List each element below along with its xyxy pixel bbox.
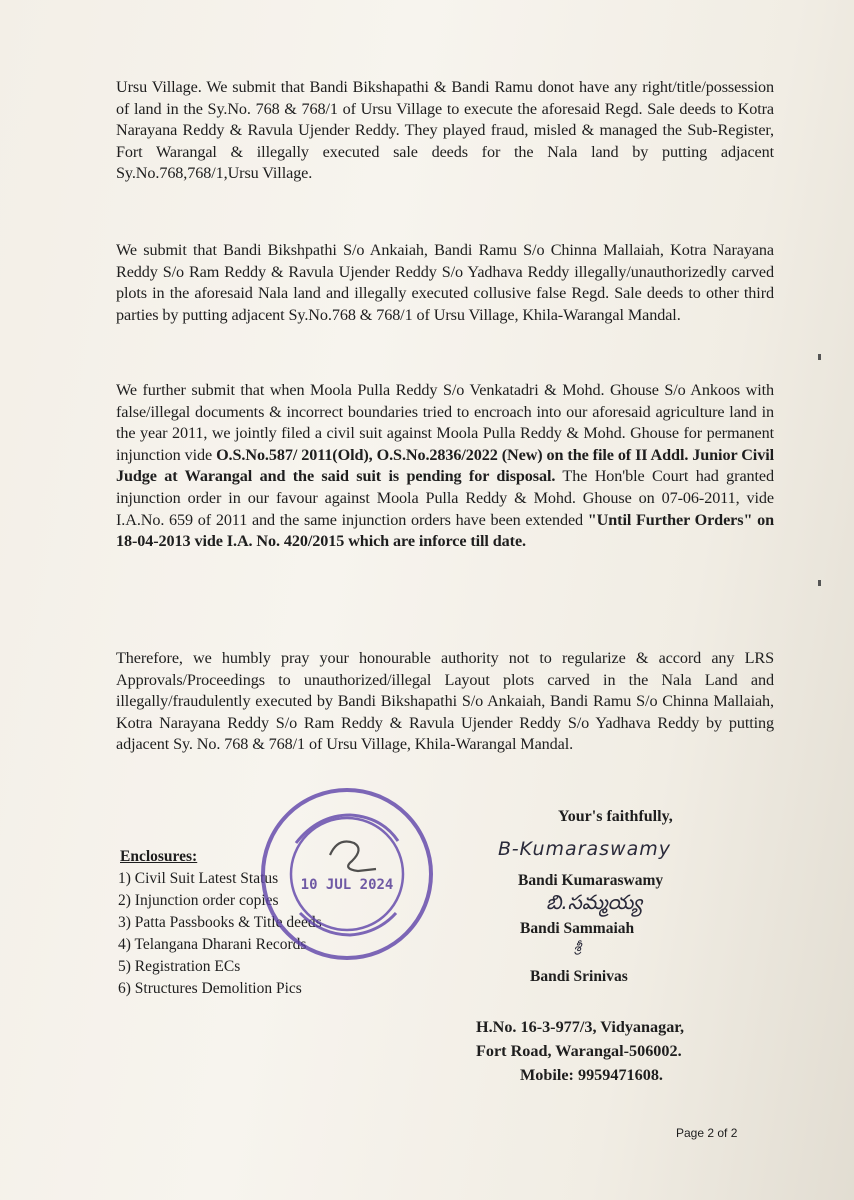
case-reference: O.S.No.587/ 2011(Old), O.S.No.2836/2022 (New) on the file of II Addl. Junior Civil Judge at Warangal and the said suit is pending for disposal. <box>116 445 774 486</box>
margin-mark <box>818 354 821 360</box>
enclosure-item: 4) Telangana Dharani Records <box>118 936 307 953</box>
enclosure-item: 1) Civil Suit Latest Status <box>118 870 279 887</box>
enclosure-item: 5) Registration ECs <box>118 958 241 975</box>
address-line-2: Fort Road, Warangal-506002. <box>476 1042 682 1060</box>
paragraph-2: We submit that Bandi Bikshpathi S/o Ankaiah, Bandi Ramu S/o Chinna Mallaiah, Kotra Narayana Reddy S/o Ram Reddy & Ravula Ujender Reddy S/o Yadhava Reddy illegally/unauthorizedly carved plots in the aforesaid Nala land and illegally executed collusive false Regd. Sale deeds to other third parties by putting adjacent Sy.No.768 & 768/1 of Ursu Village, Khila-Warangal Mandal. <box>116 241 774 324</box>
address-line-1: H.No. 16-3-977/3, Vidyanagar, <box>476 1018 685 1036</box>
signature-kumaraswamy: B-Kumaraswamy <box>498 838 671 860</box>
enclosures-heading: Enclosures: <box>120 848 198 865</box>
enclosure-item: 6) Structures Demolition Pics <box>118 980 302 997</box>
paragraph-3-part-a: We further submit that when Moola Pulla Reddy S/o Venkatadri & Mohd. Ghouse S/o Ankoos with false/illegal documents & incorrect boundaries tried to encroach into our aforesaid agriculture land in the year 2011, we jointly filed a civil suit against Moola Pulla Reddy & Mohd. Ghouse for permanent injunction vide <box>116 381 774 464</box>
signature-srinivas: శ్రీ <box>574 940 582 955</box>
paragraph-3-part-c: The Hon'ble Court had granted injunction order in our favour against Moola Pulla Reddy & Mohd. Ghouse on 07-06-2011, vide I.A.No. 659 of 2011 and the same injunction orders have been extended <box>116 467 774 529</box>
office-stamp-seal <box>258 785 436 963</box>
margin-mark <box>818 580 821 586</box>
paragraph-1: Ursu Village. We submit that Bandi Bikshapathi & Bandi Ramu donot have any right/title/possession of land in the Sy.No. 768 & 768/1 of Ursu Village to execute the aforesaid Regd. Sale deeds to Kotra Narayana Reddy & Ravula Ujender Reddy. They played fraud, misled & managed the Sub-Register, Fort Warangal & illegally executed sale deeds for the Nala land by putting adjacent Sy.No.768,768/1,Ursu Village. <box>116 78 774 183</box>
signer-name-3: Bandi Srinivas <box>530 968 628 985</box>
enclosure-item: 2) Injunction order copies <box>118 892 279 909</box>
page-number: Page 2 of 2 <box>676 1126 738 1140</box>
signer-name-2: Bandi Sammaiah <box>520 920 635 937</box>
mobile-number: Mobile: 9959471608. <box>520 1066 663 1084</box>
signer-name-1: Bandi Kumaraswamy <box>518 872 664 889</box>
paragraph-4: Therefore, we humbly pray your honourable authority not to regularize & accord any LRS Approvals/Proceedings to unauthorized/illegal Layout plots carved in the Nala Land and illegally/fraudulently executed by Bandi Bikshapathi S/o Ankaiah, Bandi Ramu S/o Chinna Mallaiah, Kotra Narayana Reddy S/o Ram Reddy & Ravula Ujender Reddy S/o Yadhava Reddy by putting adjacent Sy. No. 768 & 768/1 of Ursu Village, Khila-Warangal Mandal. <box>116 649 774 754</box>
stamp-date: 10 JUL 2024 <box>300 877 394 893</box>
closing-salutation: Your's faithfully, <box>558 808 673 825</box>
enclosure-item: 3) Patta Passbooks & Title deeds <box>118 914 322 931</box>
paragraph-3 <box>116 380 774 553</box>
injunction-extension: "Until Further Orders" on 18-04-2013 vide I.A. No. 420/2015 which are inforce till date. <box>116 510 774 551</box>
signature-sammaiah: బి.సమ్మయ్య <box>546 890 643 914</box>
